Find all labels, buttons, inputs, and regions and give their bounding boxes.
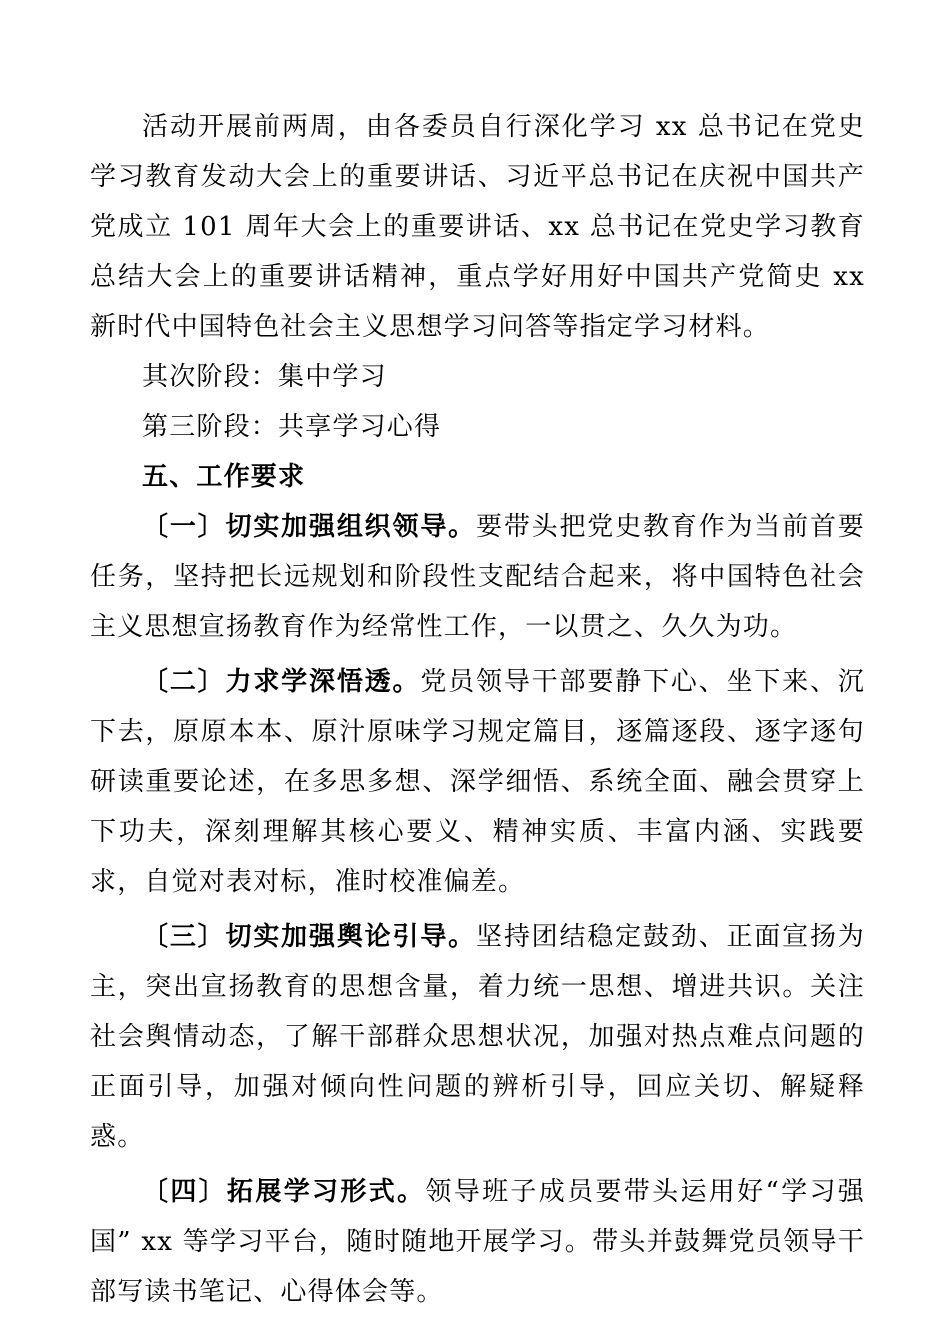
requirement-item-4 — [90, 1167, 865, 1317]
paragraph-stage3: 第三阶段：共享学习心得 — [142, 412, 442, 442]
paragraph-stage2: 其次阶段：集中学习 — [142, 362, 387, 392]
requirement-body-4: 领导班子成员要带头运用好“学习强国” xx 等学习平台，随时随地开展学习。带头并鼓舞党员领导干部写读书笔记、心得体会等。 — [90, 1177, 865, 1307]
requirement-body-1: 要带头把党史教育作为当前首要任务，坚持把长远规划和阶段性支配结合起来，将中国特色社会主义思想宣扬教育作为经常性工作，一以贯之、久久为功。 — [90, 512, 865, 642]
requirement-item-1 — [90, 502, 865, 652]
paragraph-stage1: 活动开展前两周，由各委员自行深化学习 xx 总书记在党史学习教育发动大会上的重要讲话、习近平总书记在庆祝中国共产党成立 101 周年大会上的重要讲话、xx 总书记在党史学习教育总结大会上的重要讲话精神，重点学好用好中国共产党简史 xx 新时代中国特色社会主义思想学习问答等指定学习材料。 — [90, 112, 865, 342]
requirement-body-3: 坚持团结稳定鼓劲、正面宣扬为主，突出宣扬教育的思想含量，着力统一思想、增进共识。关注社会舆情动态，了解干部群众思想状况，加强对热点难点问题的正面引导，加强对倾向性问题的辨析引导，回应关切、解疑释惑。 — [90, 922, 865, 1152]
requirement-item-2 — [90, 657, 865, 907]
requirement-item-3 — [90, 912, 865, 1162]
requirement-lead-3: 〔三〕切实加强舆论引导。 — [142, 922, 476, 952]
section-title: 五、工作要求 — [142, 462, 306, 492]
requirement-lead-4: 〔四〕拓展学习形式。 — [142, 1177, 426, 1207]
requirement-lead-1: 〔一〕切实加强组织领导。 — [142, 512, 476, 542]
requirement-lead-2: 〔二〕力求学深悟透。 — [142, 667, 421, 697]
document-page — [90, 102, 865, 1317]
requirement-body-2: 党员领导干部要静下心、坐下来、沉下去，原原本本、原汁原味学习规定篇目，逐篇逐段、逐字逐句研读重要论述，在多思多想、深学细悟、系统全面、融会贯穿上下功夫，深刻理解其核心要义、精神实质、丰富内涵、实践要求，自觉对表对标，准时校准偏差。 — [90, 667, 865, 897]
